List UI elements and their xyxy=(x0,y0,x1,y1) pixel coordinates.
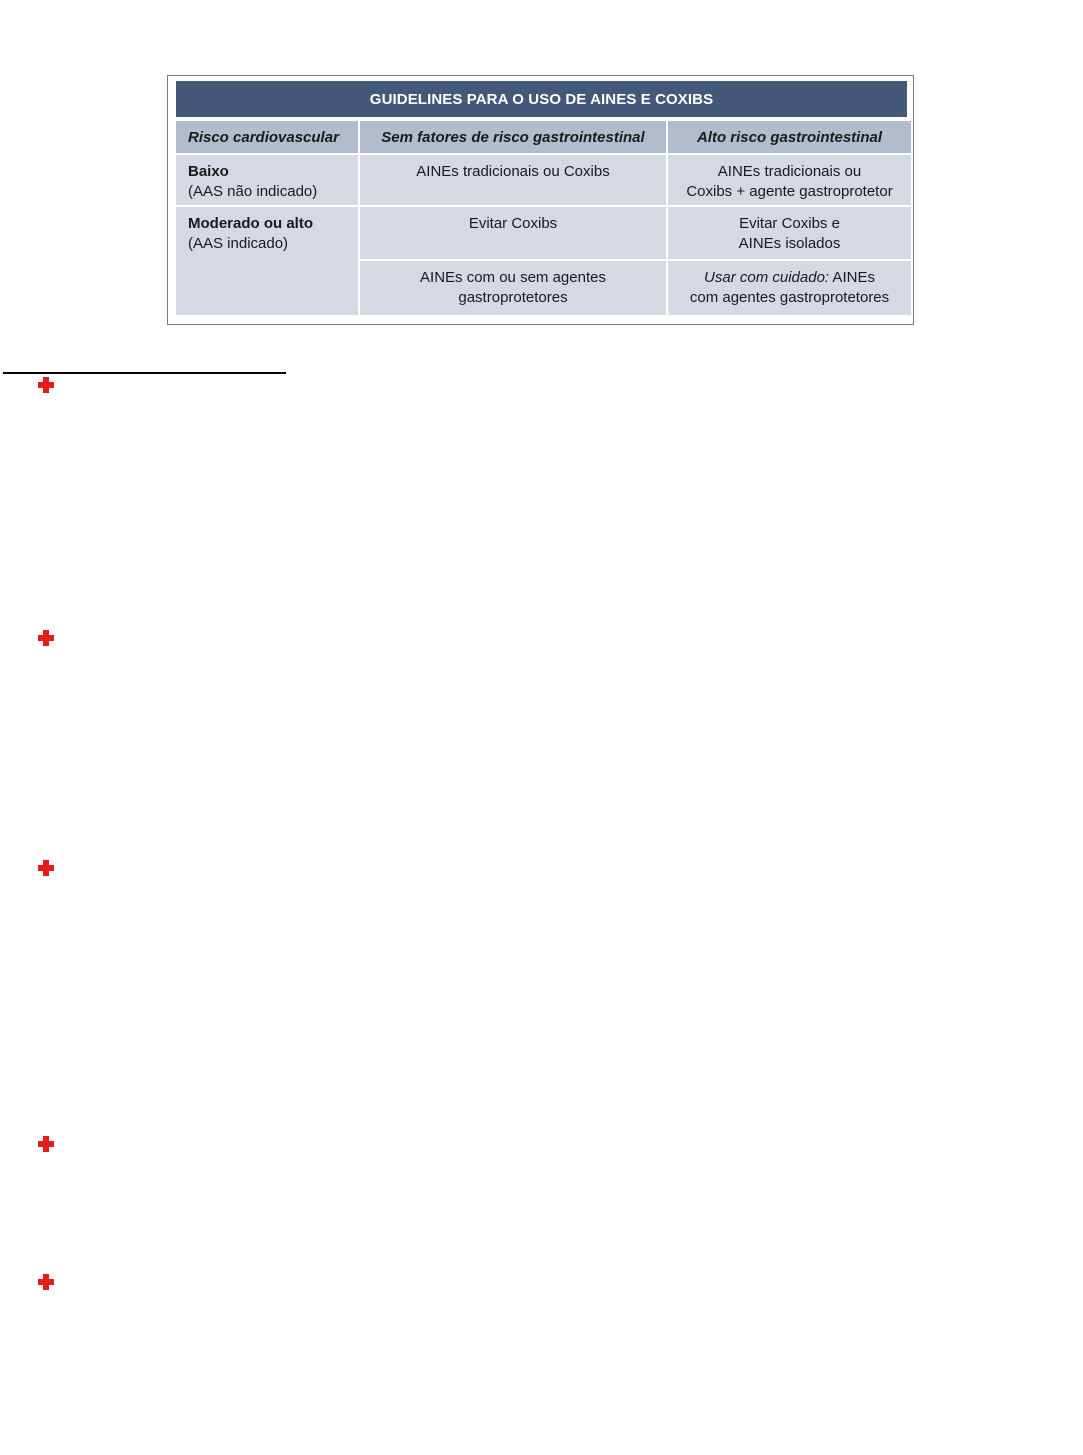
moderate-no-gi-cell xyxy=(360,207,666,259)
risk-low-subtitle: (AAS não indicado) xyxy=(188,183,318,200)
risk-low-cell xyxy=(176,155,358,205)
risk-low-title: Baixo xyxy=(188,163,229,180)
red-cross-icon xyxy=(38,377,54,393)
low-no-gi-line1: AINEs tradicionais ou Coxibs xyxy=(416,163,610,180)
moderate-high-gi-cell xyxy=(668,207,911,259)
risk-moderate-cell xyxy=(176,207,358,315)
header-cardiovascular-risk: Risco cardiovascular xyxy=(176,121,358,153)
red-cross-icon xyxy=(38,1136,54,1152)
header-high-gi-risk: Alto risco gastrointestinal xyxy=(668,121,911,153)
moderate2-high-gi-cell xyxy=(668,261,911,315)
risk-moderate-title: Moderado ou alto xyxy=(188,215,313,232)
moderate2-no-gi-line2: gastroprotetores xyxy=(458,289,568,306)
header-no-gi-risk: Sem fatores de risco gastrointestinal xyxy=(360,121,666,153)
red-cross-icon xyxy=(38,1274,54,1290)
low-high-gi-line2: Coxibs + agente gastroprotetor xyxy=(686,183,893,200)
low-high-gi-cell xyxy=(668,155,911,205)
moderate-high-gi-line1: Evitar Coxibs e xyxy=(739,215,840,232)
caution-rest: AINEs xyxy=(829,269,875,286)
footnote-separator xyxy=(3,372,286,374)
red-cross-icon xyxy=(38,630,54,646)
moderate2-no-gi-line1: AINEs com ou sem agentes xyxy=(420,269,606,286)
low-high-gi-line1: AINEs tradicionais ou xyxy=(717,163,862,180)
moderate2-high-gi-line1 xyxy=(668,268,911,288)
risk-moderate-subtitle: (AAS indicado) xyxy=(188,235,289,252)
moderate2-no-gi-cell xyxy=(360,261,666,315)
caution-label: Usar com cuidado: xyxy=(704,269,830,286)
table-grid xyxy=(176,121,907,315)
low-no-gi-cell xyxy=(360,155,666,205)
moderate-no-gi-line1: Evitar Coxibs xyxy=(468,215,558,232)
moderate2-high-gi-line2: com agentes gastroprotetores xyxy=(689,289,890,306)
table-title: GUIDELINES PARA O USO DE AINES E COXIBS xyxy=(176,81,907,117)
moderate-high-gi-line2: AINEs isolados xyxy=(738,235,841,252)
red-cross-icon xyxy=(38,860,54,876)
guidelines-table-figure xyxy=(167,75,914,325)
guidelines-table xyxy=(176,81,907,315)
